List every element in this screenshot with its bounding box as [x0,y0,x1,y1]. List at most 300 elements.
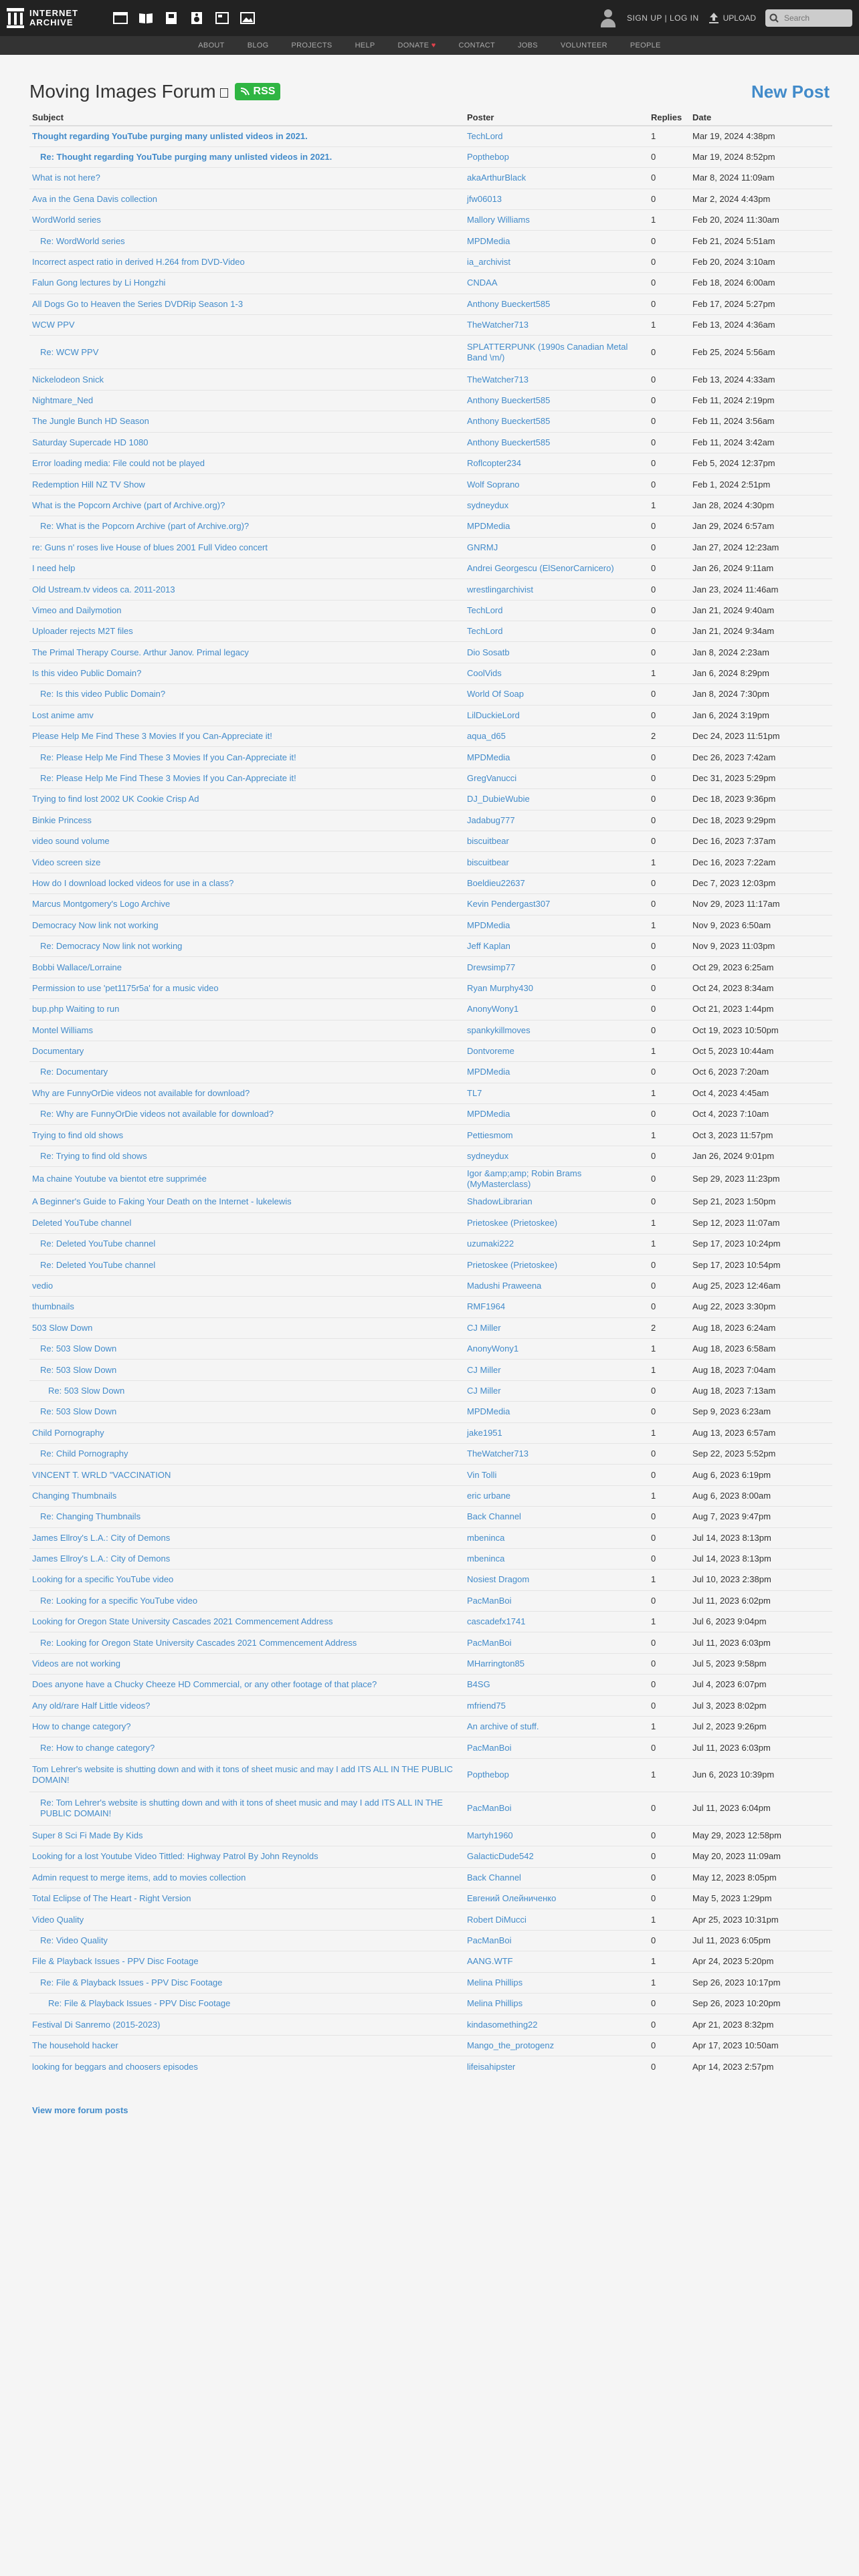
replies-cell: 0 [648,1380,690,1401]
date-cell: Jul 6, 2023 9:04pm [690,1612,832,1632]
poster-link[interactable]: Dontvoreme [467,1046,514,1057]
info-icon[interactable] [220,88,228,98]
post-subject-link[interactable]: How to change category? [32,1721,131,1732]
post-subject-link[interactable]: Is this video Public Domain? [32,668,142,679]
post-subject-link[interactable]: Tom Lehrer's website is shutting down and with it tons of sheet music and may I add ITS ALL IN THE PUBLIC DOMAIN! [32,1764,453,1786]
table-row [29,663,832,683]
software-icon[interactable] [214,11,230,25]
date-cell: Nov 9, 2023 11:03pm [690,936,832,956]
poster-link[interactable]: Martyh1960 [467,1830,513,1840]
poster-link[interactable]: Pettiesmom [467,1130,513,1140]
post-subject-link[interactable]: Re: Please Help Me Find These 3 Movies If you Can-Appreciate it! [40,773,296,784]
date-cell: Nov 9, 2023 6:50am [690,915,832,936]
poster-link[interactable]: MPDMedia [467,1109,510,1119]
poster-link[interactable]: spankykillmoves [467,1025,531,1035]
post-subject-link[interactable]: Incorrect aspect ratio in derived H.264 from DVD-Video [32,257,245,267]
post-subject-link[interactable]: Saturday Supercade HD 1080 [32,437,149,447]
poster-link[interactable]: wrestlingarchivist [467,584,533,595]
subject-cell [29,1846,464,1867]
rss-button[interactable] [235,83,281,100]
poster-cell [464,2014,648,2035]
poster-link[interactable]: Madushi Praweena [467,1281,542,1291]
poster-link[interactable]: Vin Tolli [467,1469,497,1480]
post-subject-link[interactable]: looking for beggars and choosers episodes [32,2061,198,2072]
date-cell: Feb 11, 2024 2:19pm [690,390,832,411]
table-row [29,558,832,578]
poster-link[interactable]: World Of Soap [467,689,524,700]
poster-link[interactable]: akaArthurBlack [467,173,527,183]
poster-link[interactable]: Mallory Williams [467,215,530,225]
date-cell: Jan 6, 2024 8:29pm [690,663,832,683]
table-row [29,1792,832,1825]
post-subject-link[interactable]: Re: 503 Slow Down [48,1385,125,1396]
poster-link[interactable]: Anthony Bueckert585 [467,437,551,447]
poster-link[interactable]: Евгений Олейниченко [467,1893,557,1904]
replies-cell: 0 [648,1465,690,1485]
replies-cell: 0 [648,978,690,998]
subject-cell [29,1825,464,1846]
search-icon[interactable] [769,13,779,23]
poster-link[interactable]: B4SG [467,1679,490,1690]
date-cell: Feb 21, 2024 5:51am [690,231,832,251]
poster-cell [464,231,648,251]
replies-cell: 0 [648,600,690,621]
web-icon[interactable] [112,11,128,25]
post-subject-link[interactable]: Looking for Oregon State University Cascades 2021 Commencement Address [32,1616,333,1627]
poster-cell [464,1212,648,1233]
post-subject-link[interactable]: Old Ustream.tv videos ca. 2011-2013 [32,584,175,595]
poster-link[interactable]: PacManBoi [467,1803,512,1814]
poster-link[interactable]: Roflcopter234 [467,458,521,469]
poster-link[interactable]: Ryan Murphy430 [467,982,533,993]
replies-cell: 0 [648,1867,690,1888]
post-subject-link[interactable]: vedio [32,1281,54,1291]
post-subject-link[interactable]: How do I download locked videos for use in a class? [32,877,234,888]
post-subject-link[interactable]: 503 Slow Down [32,1322,93,1333]
post-subject-link[interactable]: Marcus Montgomery's Logo Archive [32,899,171,909]
login-link[interactable]: LOG IN [669,13,699,23]
poster-link[interactable]: TechLord [467,626,503,637]
post-subject-link[interactable]: Re: File & Playback Issues - PPV Disc Footage [40,1977,223,1988]
poster-link[interactable]: cascadefx1741 [467,1616,526,1627]
poster-link[interactable]: lifeisahipster [467,2061,516,2072]
replies-cell: 0 [648,684,690,705]
date-cell: Sep 12, 2023 11:07am [690,1212,832,1233]
subject-cell [29,1275,464,1296]
poster-link[interactable]: TheWatcher713 [467,320,529,330]
subject-cell [29,852,464,873]
post-subject-link[interactable]: Looking for a lost Youtube Video Tittled: Highway Patrol By John Reynolds [32,1851,318,1862]
poster-link[interactable]: Nosiest Dragom [467,1574,530,1585]
replies-cell: 1 [648,210,690,231]
post-subject-link[interactable]: Looking for a specific YouTube video [32,1574,174,1585]
post-subject-link[interactable]: Re: Documentary [40,1067,108,1077]
poster-link[interactable]: Kevin Pendergast307 [467,899,551,909]
video-icon[interactable] [163,11,179,25]
post-subject-link[interactable]: Bobbi Wallace/Lorraine [32,962,122,972]
rss-label: RSS [253,86,276,97]
nav-donate-label: DONATE [397,41,430,49]
poster-link[interactable]: Andrei Georgescu (ElSenorCarnicero) [467,563,614,574]
view-more-link[interactable]: View more forum posts [32,2105,128,2115]
post-subject-link[interactable]: Admin request to merge items, add to movies collection [32,1872,246,1883]
post-subject-link[interactable]: Re: 503 Slow Down [40,1364,117,1375]
poster-link[interactable]: kindasomething22 [467,2019,538,2030]
poster-link[interactable]: MHarrington85 [467,1658,524,1669]
poster-link[interactable]: jake1951 [467,1427,502,1438]
poster-link[interactable]: TheWatcher713 [467,1448,529,1459]
replies-cell: 1 [648,1083,690,1103]
subject-cell [29,1792,464,1825]
post-subject-link[interactable]: Re: Democracy Now link not working [40,941,183,952]
poster-link[interactable]: Igor &amp;amp; Robin Brams (MyMasterclass) [467,1168,582,1190]
subject-cell [29,1632,464,1653]
poster-link[interactable]: biscuitbear [467,857,509,867]
post-subject-link[interactable]: Re: WordWorld series [40,235,125,246]
post-subject-link[interactable]: Re: Why are FunnyOrDie videos not available for download? [40,1109,274,1119]
replies-cell: 0 [648,1507,690,1527]
table-row [29,1083,832,1103]
subject-cell [29,474,464,495]
poster-link[interactable]: Anthony Bueckert585 [467,416,551,427]
poster-link[interactable]: AnonyWony1 [467,1004,519,1014]
subject-cell [29,579,464,600]
forum-header [21,75,838,108]
poster-link[interactable]: ia_archivist [467,257,511,267]
post-subject-link[interactable]: Re: Video Quality [40,1935,108,1945]
audio-icon[interactable] [189,11,205,25]
table-row [29,1758,832,1792]
poster-link[interactable]: RMF1964 [467,1301,506,1312]
poster-cell [464,1485,648,1506]
header-date[interactable]: Date [690,110,832,126]
date-cell: Dec 16, 2023 7:37am [690,831,832,852]
poster-link[interactable]: Drewsimp77 [467,962,516,972]
post-subject-link[interactable]: Montel Williams [32,1025,94,1035]
post-subject-link[interactable]: Super 8 Sci Fi Made By Kids [32,1830,143,1840]
post-subject-link[interactable]: Permission to use 'pet1175r5a' for a music video [32,982,219,993]
post-subject-link[interactable]: James Ellroy's L.A.: City of Demons [32,1532,171,1543]
poster-cell [464,1930,648,1951]
poster-cell [464,705,648,726]
post-subject-link[interactable]: Lost anime amv [32,710,94,720]
table-row [29,915,832,936]
poster-link[interactable]: Jadabug777 [467,815,515,825]
table-row [29,1717,832,1737]
post-subject-link[interactable]: All Dogs Go to Heaven the Series DVDRip Season 1-3 [32,298,244,309]
table-row [29,1275,832,1296]
date-cell: Jan 23, 2024 11:46am [690,579,832,600]
subject-cell [29,1104,464,1125]
poster-link[interactable]: Prietoskee (Prietoskee) [467,1217,558,1228]
post-subject-link[interactable]: Re: Deleted YouTube channel [40,1239,156,1249]
post-subject-link[interactable]: Re: 503 Slow Down [40,1344,117,1354]
poster-link[interactable]: GregVanucci [467,773,517,784]
post-subject-link[interactable]: Error loading media: File could not be played [32,458,205,469]
post-subject-link[interactable]: Videos are not working [32,1658,121,1669]
post-subject-link[interactable]: Child Pornography [32,1427,104,1438]
images-icon[interactable] [240,11,256,25]
replies-cell: 0 [648,894,690,915]
post-subject-link[interactable]: Re: Tom Lehrer's website is shutting down and with it tons of sheet music and may I add ITS ALL IN THE PUBLIC DOMAIN! [40,1798,443,1819]
post-subject-link[interactable]: Re: Please Help Me Find These 3 Movies If you Can-Appreciate it! [40,752,296,762]
date-cell: Oct 24, 2023 8:34am [690,978,832,998]
poster-link[interactable]: CNDAA [467,278,498,288]
post-subject-link[interactable]: WCW PPV [32,320,75,330]
poster-link[interactable]: TechLord [467,130,503,141]
poster-cell [464,1234,648,1255]
poster-link[interactable]: GNRMJ [467,542,498,552]
post-subject-link[interactable]: Ava in the Gena Davis collection [32,193,157,204]
poster-link[interactable]: Boeldieu22637 [467,877,525,888]
poster-link[interactable]: sydneydux [467,500,509,510]
poster-link[interactable]: Anthony Bueckert585 [467,298,551,309]
date-cell: Dec 18, 2023 9:36pm [690,789,832,810]
post-subject-link[interactable]: Falun Gong lectures by Li Hongzhi [32,278,166,288]
post-subject-link[interactable]: I need help [32,563,76,574]
replies-cell: 0 [648,2014,690,2035]
post-subject-link[interactable]: The household hacker [32,2040,118,2050]
poster-link[interactable]: DJ_DubieWubie [467,794,530,804]
date-cell: Oct 4, 2023 4:45am [690,1083,832,1103]
post-subject-link[interactable]: Why are FunnyOrDie videos not available for download? [32,1087,250,1098]
subject-cell [29,168,464,189]
post-subject-link[interactable]: What is not here? [32,173,100,183]
poster-link[interactable]: eric urbane [467,1490,511,1501]
poster-link[interactable]: mfriend75 [467,1700,506,1711]
post-subject-link[interactable]: Re: Changing Thumbnails [40,1511,141,1522]
post-subject-link[interactable]: Trying to find lost 2002 UK Cookie Crisp Ad [32,794,199,804]
post-subject-link[interactable]: WordWorld series [32,215,101,225]
poster-link[interactable]: MPDMedia [467,1406,510,1417]
nav-people[interactable]: PEOPLE [630,41,661,49]
table-row [29,1825,832,1846]
post-subject-link[interactable]: Re: Child Pornography [40,1448,128,1459]
post-subject-link[interactable]: Nickelodeon Snick [32,374,104,385]
nav-about[interactable]: ABOUT [198,41,225,49]
subject-cell [29,747,464,768]
poster-cell [464,1443,648,1464]
header-replies[interactable]: Replies [648,110,690,126]
upload-button[interactable] [708,12,756,24]
poster-link[interactable]: LilDuckieLord [467,710,520,720]
poster-link[interactable]: Dio Sosatb [467,647,510,657]
poster-link[interactable]: TL7 [467,1087,482,1098]
table-header-row [29,110,832,126]
post-subject-link[interactable]: Uploader rejects M2T files [32,626,133,637]
poster-cell [464,1695,648,1716]
subject-cell [29,495,464,516]
poster-link[interactable]: uzumaki222 [467,1239,514,1249]
date-cell: Aug 6, 2023 6:19pm [690,1465,832,1485]
post-subject-link[interactable]: The Primal Therapy Course. Arthur Janov. Primal legacy [32,647,249,657]
table-row [29,747,832,768]
post-subject-link[interactable]: File & Playback Issues - PPV Disc Footage [32,1956,199,1967]
poster-link[interactable]: GalacticDude542 [467,1851,534,1862]
poster-link[interactable]: CJ Miller [467,1385,501,1396]
post-subject-link[interactable]: Does anyone have a Chucky Cheeze HD Commercial, or any other footage of that place? [32,1679,377,1690]
replies-cell: 0 [648,810,690,831]
poster-link[interactable]: PacManBoi [467,1742,512,1753]
signup-link[interactable]: SIGN UP [627,13,662,23]
poster-link[interactable]: PacManBoi [467,1595,512,1606]
replies-cell: 1 [648,1909,690,1930]
poster-link[interactable]: MPDMedia [467,920,510,930]
post-subject-link[interactable]: Deleted YouTube channel [32,1217,132,1228]
poster-link[interactable]: MPDMedia [467,521,510,532]
poster-link[interactable]: Jeff Kaplan [467,941,510,952]
post-subject-link[interactable]: James Ellroy's L.A.: City of Demons [32,1553,171,1564]
nav-blog[interactable]: BLOG [247,41,269,49]
post-subject-link[interactable]: Re: WCW PPV [40,346,99,357]
poster-cell [464,1792,648,1825]
subject-cell [29,978,464,998]
nav-help[interactable]: HELP [355,41,375,49]
date-cell: Feb 20, 2024 3:10am [690,251,832,272]
poster-link[interactable]: AANG.WTF [467,1956,513,1967]
poster-link[interactable]: Mango_the_protogenz [467,2040,555,2050]
date-cell: Aug 22, 2023 3:30pm [690,1297,832,1317]
poster-link[interactable]: Melina Phillips [467,1977,523,1988]
table-row [29,1993,832,2014]
post-subject-link[interactable]: A Beginner's Guide to Faking Your Death on the Internet - lukelewis [32,1196,292,1207]
poster-cell [464,1570,648,1590]
nav-contact[interactable]: CONTACT [458,41,495,49]
post-subject-link[interactable]: Documentary [32,1046,84,1057]
forum-main [21,55,838,2115]
poster-cell [464,1548,648,1569]
poster-link[interactable]: Robert DiMucci [467,1914,527,1925]
poster-cell [464,1612,648,1632]
post-subject-link[interactable]: Re: 503 Slow Down [40,1406,117,1417]
post-subject-link[interactable]: Video screen size [32,857,101,867]
date-cell: Oct 4, 2023 7:10am [690,1104,832,1125]
post-subject-link[interactable]: What is the Popcorn Archive (part of Archive.org)? [32,500,225,510]
post-subject-link[interactable]: Please Help Me Find These 3 Movies If you Can-Appreciate it! [32,731,272,742]
poster-link[interactable]: TheWatcher713 [467,374,529,385]
poster-link[interactable]: AnonyWony1 [467,1344,519,1354]
poster-link[interactable]: Wolf Soprano [467,479,520,490]
user-avatar-icon[interactable] [599,8,617,28]
poster-link[interactable]: ShadowLibrarian [467,1196,533,1207]
poster-link[interactable]: An archive of stuff. [467,1721,539,1732]
post-subject-link[interactable]: Ma chaine Youtube va bientot etre supprimée [32,1174,207,1184]
post-subject-link[interactable]: Video Quality [32,1914,84,1925]
header-poster[interactable]: Poster [464,110,648,126]
poster-link[interactable]: Melina Phillips [467,1998,523,2009]
poster-link[interactable]: mbeninca [467,1553,505,1564]
table-row [29,1125,832,1146]
poster-link[interactable]: PacManBoi [467,1637,512,1648]
nav-donate[interactable] [387,41,448,49]
post-subject-link[interactable]: Thought regarding YouTube purging many unlisted videos in 2021. [32,130,308,141]
header-subject[interactable]: Subject [29,110,464,126]
subject-cell [29,273,464,294]
search-input[interactable] [783,13,846,23]
post-subject-link[interactable]: Democracy Now link not working [32,920,159,930]
poster-link[interactable]: biscuitbear [467,836,509,847]
table-row [29,831,832,852]
poster-link[interactable]: mbeninca [467,1532,505,1543]
poster-link[interactable]: PacManBoi [467,1935,512,1945]
post-subject-link[interactable]: Re: Looking for a specific YouTube video [40,1595,198,1606]
poster-link[interactable]: MPDMedia [467,1067,510,1077]
subject-cell [29,936,464,956]
post-subject-link[interactable]: thumbnails [32,1301,74,1312]
poster-cell [464,1062,648,1083]
post-subject-link[interactable]: Trying to find old shows [32,1130,124,1140]
texts-icon[interactable] [138,11,154,25]
poster-link[interactable]: Prietoskee (Prietoskee) [467,1259,558,1270]
subject-cell [29,1867,464,1888]
nav-jobs[interactable]: JOBS [517,41,538,49]
post-subject-link[interactable]: Vimeo and Dailymotion [32,605,122,615]
poster-link[interactable]: Popthebop [467,152,509,163]
poster-link[interactable]: CJ Miller [467,1364,501,1375]
date-cell: Jul 4, 2023 6:07pm [690,1675,832,1695]
replies-cell: 1 [648,126,690,146]
poster-link[interactable]: CoolVids [467,668,502,679]
poster-link[interactable]: Anthony Bueckert585 [467,395,551,405]
post-subject-link[interactable]: Nightmare_Ned [32,395,94,405]
date-cell: Aug 7, 2023 9:47pm [690,1507,832,1527]
date-cell: Feb 18, 2024 6:00am [690,273,832,294]
post-subject-link[interactable]: VINCENT T. WRLD "VACCINATION [32,1469,171,1480]
post-subject-link[interactable]: Re: What is the Popcorn Archive (part of Archive.org)? [40,521,250,532]
poster-link[interactable]: MPDMedia [467,235,510,246]
replies-cell: 0 [648,1653,690,1674]
post-subject-link[interactable]: bup.php Waiting to run [32,1004,120,1014]
subject-cell [29,558,464,578]
poster-link[interactable]: sydneydux [467,1151,509,1162]
poster-link[interactable]: SPLATTERPUNK (1990s Canadian Metal Band \m/) [467,341,628,362]
post-subject-link[interactable]: Re: Trying to find old shows [40,1151,147,1162]
new-post-button[interactable]: New Post [751,81,830,102]
internet-archive-logo[interactable] [7,8,100,28]
post-subject-link[interactable]: Re: File & Playback Issues - PPV Disc Footage [48,1998,231,2009]
poster-link[interactable]: jfw06013 [467,193,502,204]
post-subject-link[interactable]: Re: How to change category? [40,1742,155,1753]
post-subject-link[interactable]: Festival Di Sanremo (2015-2023) [32,2019,161,2030]
post-subject-link[interactable]: The Jungle Bunch HD Season [32,416,149,427]
post-subject-link[interactable]: Total Eclipse of The Heart - Right Version [32,1893,191,1904]
date-cell: Sep 29, 2023 11:23pm [690,1167,832,1192]
replies-cell: 0 [648,390,690,411]
post-subject-link[interactable]: Re: Thought regarding YouTube purging many unlisted videos in 2021. [40,152,332,163]
post-subject-link[interactable]: Re: Is this video Public Domain? [40,689,166,700]
poster-link[interactable]: Back Channel [467,1511,521,1522]
table-row [29,1570,832,1590]
post-subject-link[interactable]: Re: Looking for Oregon State University Cascades 2021 Commencement Address [40,1637,357,1648]
nav-projects[interactable]: PROJECTS [291,41,332,49]
poster-link[interactable]: Back Channel [467,1872,521,1883]
post-subject-link[interactable]: Any old/rare Half Little videos? [32,1700,151,1711]
post-subject-link[interactable]: Re: Deleted YouTube channel [40,1259,156,1270]
post-subject-link[interactable]: Changing Thumbnails [32,1490,117,1501]
poster-link[interactable]: aqua_d65 [467,731,506,742]
poster-link[interactable]: CJ Miller [467,1322,501,1333]
poster-link[interactable]: TechLord [467,605,503,615]
subject-cell [29,915,464,936]
poster-link[interactable]: Popthebop [467,1769,509,1780]
table-row [29,1360,832,1380]
poster-link[interactable]: MPDMedia [467,752,510,762]
post-subject-link[interactable]: video sound volume [32,836,110,847]
post-subject-link[interactable]: Redemption Hill NZ TV Show [32,479,145,490]
post-subject-link[interactable]: re: Guns n' roses live House of blues 2001 Full Video concert [32,542,268,552]
nav-volunteer[interactable]: VOLUNTEER [560,41,607,49]
post-subject-link[interactable]: Binkie Princess [32,815,92,825]
